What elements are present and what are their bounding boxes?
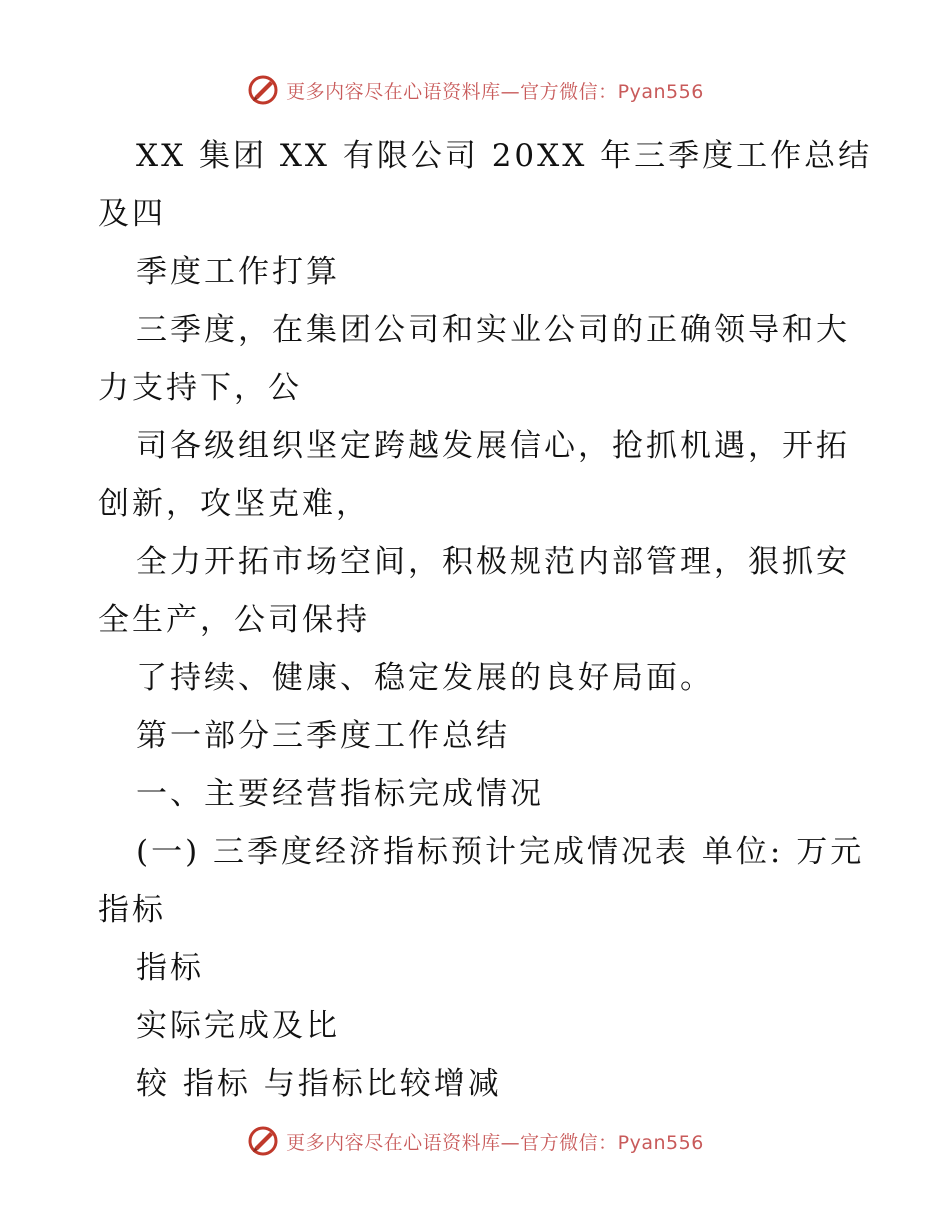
brand-logo-icon — [246, 1124, 280, 1158]
table-text-line: 较 指标 与指标比较增减 — [136, 1066, 502, 1102]
document-body — [98, 127, 873, 1113]
paragraph-line: 全生产，公司保持 — [98, 602, 370, 638]
paragraph-line: 创新，攻坚克难， — [98, 486, 370, 522]
table-text-line: 指标 — [98, 892, 166, 928]
watermark-text: 更多内容尽在心语资料库—官方微信：Pyan556 — [286, 80, 704, 103]
paragraph-line: 了持续、健康、稳定发展的良好局面。 — [136, 660, 714, 696]
brand-logo-icon — [246, 73, 280, 107]
section-heading: 第一部分三季度工作总结 — [136, 718, 510, 754]
title-line-1: XX 集团 XX 有限公司 20XX 年三季度工作总结 — [136, 138, 873, 174]
watermark-text: 更多内容尽在心语资料库—官方微信：Pyan556 — [286, 1131, 704, 1154]
footer-watermark — [0, 1121, 950, 1161]
title-line-3: 季度工作打算 — [136, 254, 340, 290]
paragraph-line: 全力开拓市场空间，积极规范内部管理，狠抓安 — [136, 544, 850, 580]
paragraph-line: 三季度，在集团公司和实业公司的正确领导和大 — [136, 312, 850, 348]
title-line-2: 及四 — [98, 196, 166, 232]
table-caption: (一) 三季度经济指标预计完成情况表 单位: 万元 — [136, 834, 865, 870]
header-watermark — [0, 70, 950, 110]
paragraph-line: 力支持下，公 — [98, 370, 302, 406]
table-text-line: 指标 — [136, 950, 204, 986]
table-text-line: 实际完成及比 — [136, 1008, 340, 1044]
paragraph-line: 司各级组织坚定跨越发展信心，抢抓机遇，开拓 — [136, 428, 850, 464]
subsection-heading: 一、主要经营指标完成情况 — [136, 776, 544, 812]
